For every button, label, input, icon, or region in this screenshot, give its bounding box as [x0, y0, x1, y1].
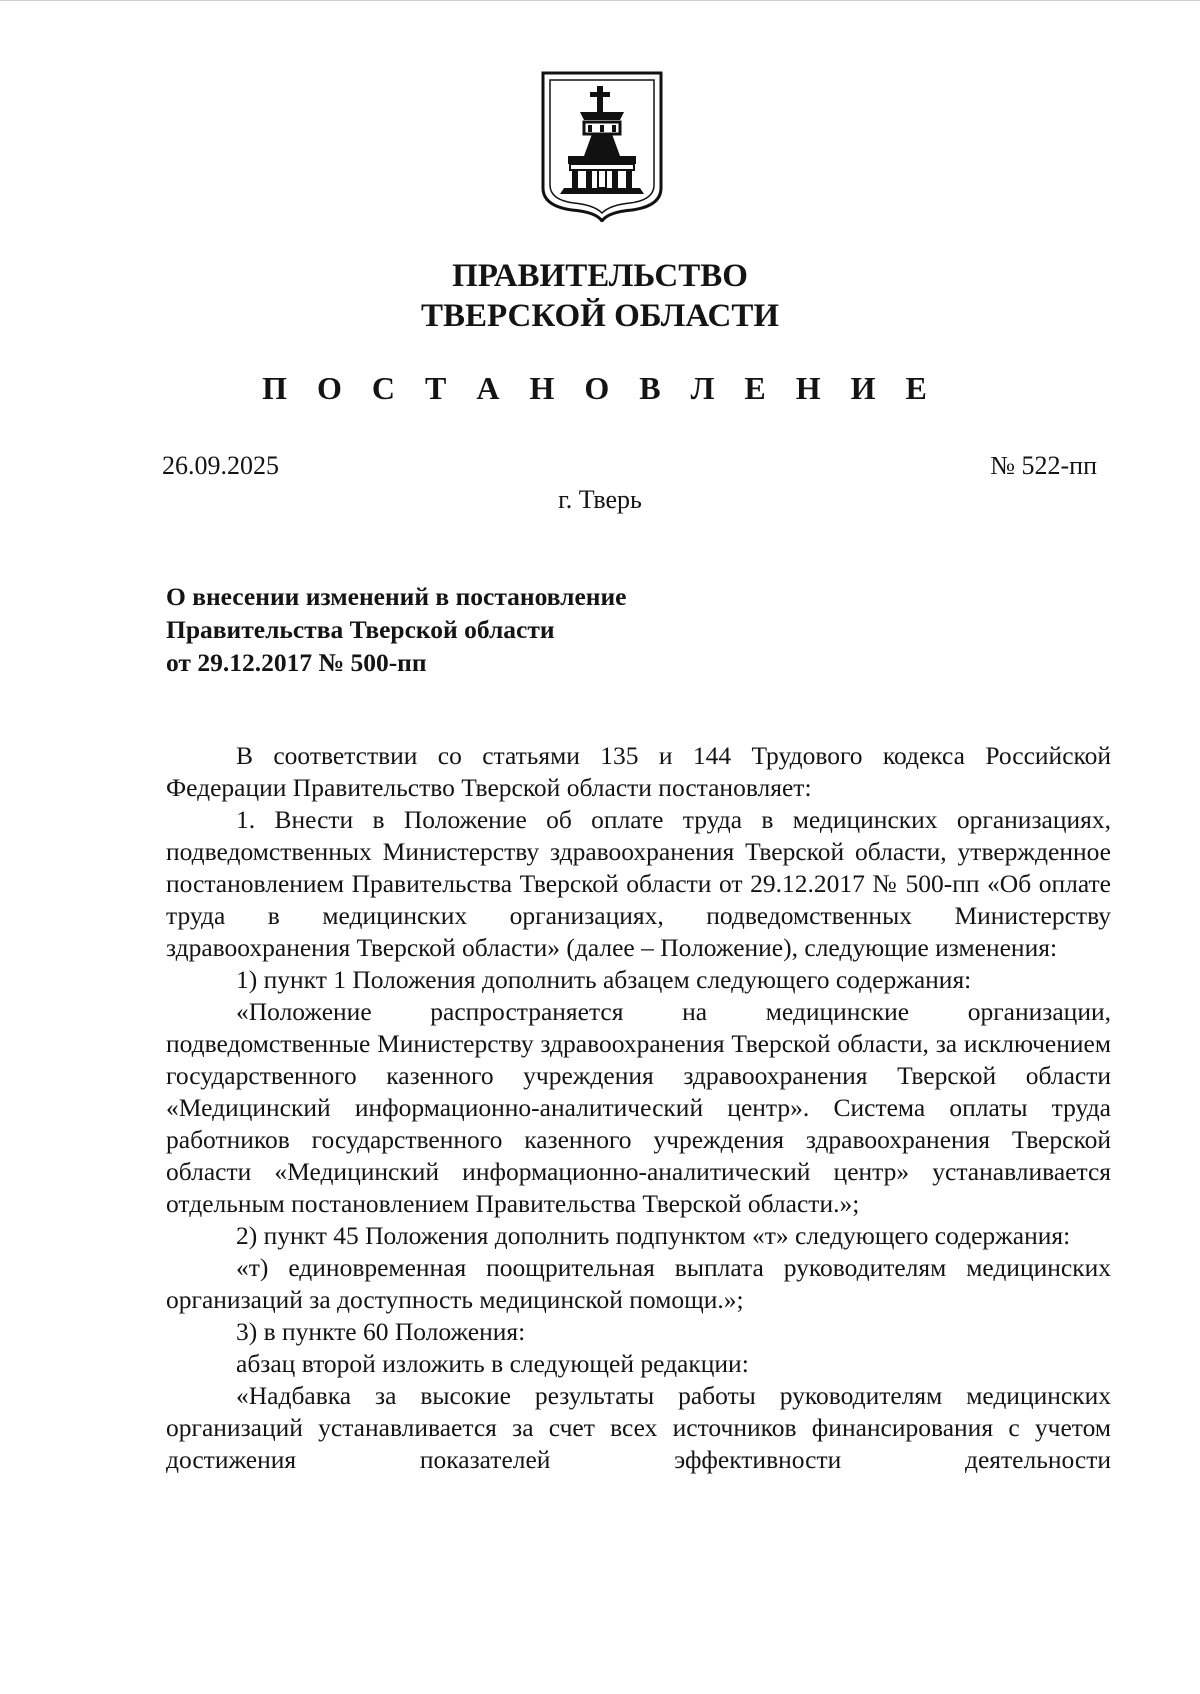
scan-edge-line [0, 0, 1200, 1]
paragraph-instruction: абзац второй изложить в следующей редакции: [236, 1349, 749, 1378]
subject-line-1: О внесении изменений в постановление [166, 582, 627, 611]
document-type-title: П О С Т А Н О В Л Е Н И Е [262, 370, 938, 406]
document-body [166, 740, 1111, 1476]
document-date: 26.09.2025 [162, 451, 279, 480]
organization-name-line-2: ТВЕРСКОЙ ОБЛАСТИ [420, 298, 780, 334]
coat-of-arms-tver-emblem [540, 70, 664, 222]
paragraph-preamble: В соответствии со статьями 135 и 144 Трудового кодекса Российской Федерации Правительство Тверской области постановляет: [166, 741, 1111, 802]
paragraph-quote-2: «т) единовременная поощрительная выплата руководителям медицинских организаций за доступность медицинской помощи.»; [166, 1253, 1111, 1314]
paragraph-subitem-3: 3) в пункте 60 Положения: [236, 1317, 526, 1346]
paragraph-subitem-1: 1) пункт 1 Положения дополнить абзацем следующего содержания: [236, 965, 972, 994]
paragraph-quote-1: «Положение распространяется на медицинские организации, подведомственные Министерству здравоохранения Тверской области, за исключением государственного казенного учреждения здравоохранения Тверской области «Медицинский информационно-аналитический центр». Система оплаты труда работников государственного казенного учреждения здравоохранения Тверской области «Медицинский информационно-аналитический центр» устанавливается отдельным постановлением Правительства Тверской области.»; [166, 997, 1111, 1218]
document-number: № 522-пп [990, 451, 1097, 480]
subject-line-2: Правительства Тверской области [166, 615, 555, 644]
document-subject [166, 580, 766, 679]
subject-line-3: от 29.12.2017 № 500-пп [166, 648, 427, 677]
document-city: г. Тверь [558, 485, 642, 514]
paragraph-quote-3: «Надбавка за высокие результаты работы руководителям медицинских организаций устанавливается за счет всех источников финансирования с учетом достижения показателей эффективности деятельности [166, 1381, 1111, 1474]
organization-name-line-1: ПРАВИТЕЛЬСТВО [452, 258, 748, 294]
paragraph-subitem-2: 2) пункт 45 Положения дополнить подпунктом «т» следующего содержания: [236, 1221, 1071, 1250]
paragraph-item-1: 1. Внести в Положение об оплате труда в медицинских организациях, подведомственных Министерству здравоохранения Тверской области, утвержденное постановлением Правительства Тверской области от 29.12.2017 № 500-пп «Об оплате труда в медицинских организациях, подведомственных Министерству здравоохранения Тверской области» (далее – Положение), следующие изменения: [166, 805, 1111, 962]
